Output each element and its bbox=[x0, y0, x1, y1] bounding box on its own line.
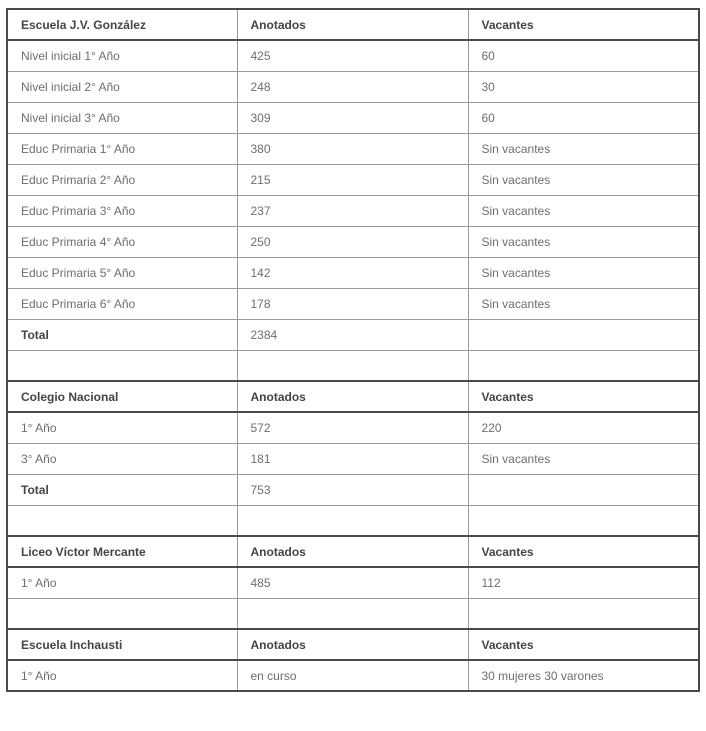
cell: 1° Año bbox=[7, 660, 237, 691]
cell: 237 bbox=[237, 195, 468, 226]
cell bbox=[468, 505, 699, 536]
table-row bbox=[7, 133, 699, 164]
section-header-row bbox=[7, 536, 699, 567]
cell: 215 bbox=[237, 164, 468, 195]
cell: 60 bbox=[468, 102, 699, 133]
cell: Educ Primaria 1° Año bbox=[7, 133, 237, 164]
cell bbox=[468, 350, 699, 381]
cell: Educ Primaria 6° Año bbox=[7, 288, 237, 319]
cell: Educ Primaria 4° Año bbox=[7, 226, 237, 257]
header-cell: Vacantes bbox=[468, 9, 699, 40]
table-row bbox=[7, 102, 699, 133]
spacer-row bbox=[7, 505, 699, 536]
total-row bbox=[7, 319, 699, 350]
cell bbox=[7, 505, 237, 536]
cell: Sin vacantes bbox=[468, 133, 699, 164]
header-cell: Anotados bbox=[237, 381, 468, 412]
cell: Sin vacantes bbox=[468, 195, 699, 226]
cell: Nivel inicial 2° Año bbox=[7, 71, 237, 102]
cell: 1° Año bbox=[7, 567, 237, 598]
cell: 250 bbox=[237, 226, 468, 257]
cell bbox=[237, 505, 468, 536]
cell: Educ Primaria 2° Año bbox=[7, 164, 237, 195]
cell: en curso bbox=[237, 660, 468, 691]
cell: Nivel inicial 1° Año bbox=[7, 40, 237, 71]
table-row bbox=[7, 443, 699, 474]
cell: Nivel inicial 3° Año bbox=[7, 102, 237, 133]
table-row bbox=[7, 412, 699, 443]
table-row bbox=[7, 660, 699, 691]
cell: 309 bbox=[237, 102, 468, 133]
cell: Educ Primaria 5° Año bbox=[7, 257, 237, 288]
section-header-row bbox=[7, 381, 699, 412]
cell: Sin vacantes bbox=[468, 443, 699, 474]
cell: 572 bbox=[237, 412, 468, 443]
cell bbox=[7, 350, 237, 381]
cell: 485 bbox=[237, 567, 468, 598]
section-header-row bbox=[7, 629, 699, 660]
table-row bbox=[7, 567, 699, 598]
cell: 181 bbox=[237, 443, 468, 474]
header-cell: Anotados bbox=[237, 9, 468, 40]
cell bbox=[237, 598, 468, 629]
cell: 112 bbox=[468, 567, 699, 598]
header-cell: Vacantes bbox=[468, 629, 699, 660]
header-cell: Anotados bbox=[237, 536, 468, 567]
cell: Total bbox=[7, 319, 237, 350]
header-cell: Anotados bbox=[237, 629, 468, 660]
cell bbox=[237, 350, 468, 381]
cell: 2384 bbox=[237, 319, 468, 350]
cell: 220 bbox=[468, 412, 699, 443]
spacer-row bbox=[7, 598, 699, 629]
cell: 142 bbox=[237, 257, 468, 288]
table-body bbox=[7, 9, 699, 691]
cell: Sin vacantes bbox=[468, 164, 699, 195]
cell: Educ Primaria 3° Año bbox=[7, 195, 237, 226]
cell bbox=[468, 474, 699, 505]
cell: Sin vacantes bbox=[468, 257, 699, 288]
header-cell: Escuela Inchausti bbox=[7, 629, 237, 660]
cell bbox=[7, 598, 237, 629]
total-row bbox=[7, 474, 699, 505]
spacer-row bbox=[7, 350, 699, 381]
table-row bbox=[7, 164, 699, 195]
header-cell: Liceo Víctor Mercante bbox=[7, 536, 237, 567]
cell: 60 bbox=[468, 40, 699, 71]
cell: Sin vacantes bbox=[468, 226, 699, 257]
table-row bbox=[7, 257, 699, 288]
header-cell: Vacantes bbox=[468, 381, 699, 412]
cell: 248 bbox=[237, 71, 468, 102]
header-cell: Escuela J.V. González bbox=[7, 9, 237, 40]
cell: Sin vacantes bbox=[468, 288, 699, 319]
table-row bbox=[7, 195, 699, 226]
cell: 30 bbox=[468, 71, 699, 102]
cell: 3° Año bbox=[7, 443, 237, 474]
cell: 380 bbox=[237, 133, 468, 164]
cell: 1° Año bbox=[7, 412, 237, 443]
cell bbox=[468, 598, 699, 629]
header-cell: Vacantes bbox=[468, 536, 699, 567]
cell: 425 bbox=[237, 40, 468, 71]
table-row bbox=[7, 40, 699, 71]
cell bbox=[468, 319, 699, 350]
cell: 753 bbox=[237, 474, 468, 505]
section-header-row bbox=[7, 9, 699, 40]
cell: 30 mujeres 30 varones bbox=[468, 660, 699, 691]
enrollment-table bbox=[6, 8, 700, 692]
cell: Total bbox=[7, 474, 237, 505]
cell: 178 bbox=[237, 288, 468, 319]
table-row bbox=[7, 71, 699, 102]
table-row bbox=[7, 288, 699, 319]
table-row bbox=[7, 226, 699, 257]
header-cell: Colegio Nacional bbox=[7, 381, 237, 412]
